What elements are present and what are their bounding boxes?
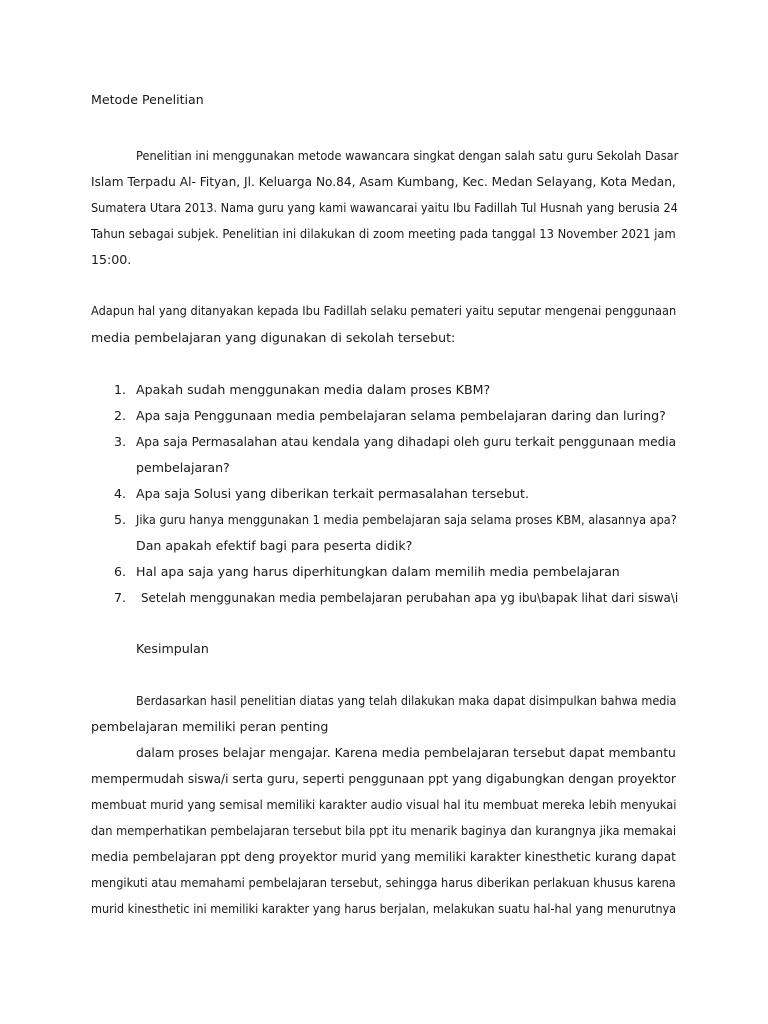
paragraph-line: murid kinesthetic ini memiliki karakter yang harus berjalan, melakukan suatu hal-hal yang menurutnya (91, 901, 677, 916)
list-text: Dan apakah efektif bagi para peserta didik? (136, 538, 413, 553)
paragraph-line: media pembelajaran ppt deng proyektor murid yang memiliki karakter kinesthetic kurang dapat (91, 849, 676, 864)
list-text: Apakah sudah menggunakan media dalam proses KBM? (136, 382, 491, 397)
paragraph-line: mempermudah siswa/i serta guru, seperti penggunaan ppt yang digabungkan dengan proyektor (91, 771, 676, 786)
paragraph-line: dan memperhatikan pembelajaran tersebut bila ppt itu menarik baginya dan kurangnya jika memakai (91, 823, 677, 838)
list-text: Jika guru hanya menggunakan 1 media pembelajaran saja selama proses KBM, alasannya apa? (136, 512, 677, 527)
paragraph-line: media pembelajaran yang digunakan di sekolah tersebut: (91, 330, 456, 345)
list-number: 1. (114, 382, 127, 397)
section-heading-conclusion: Kesimpulan (136, 641, 209, 656)
list-number: 5. (114, 512, 127, 527)
paragraph-line: membuat murid yang semisal memiliki karakter audio visual hal itu membuat mereka lebih menyukai (91, 797, 677, 812)
paragraph-line: Adapun hal yang ditanyakan kepada Ibu Fadillah selaku pemateri yaitu seputar mengenai penggunaan (91, 303, 677, 318)
paragraph-line: 15:00. (91, 252, 132, 267)
list-text: pembelajaran? (136, 460, 230, 475)
list-number: 2. (114, 408, 127, 423)
list-number: 3. (114, 434, 127, 449)
list-text: Apa saja Penggunaan media pembelajaran selama pembelajaran daring dan luring? (136, 408, 666, 423)
list-number: 4. (114, 486, 127, 501)
paragraph-line: Tahun sebagai subjek. Penelitian ini dilakukan di zoom meeting pada tanggal 13 November 2021 jam (91, 226, 676, 241)
paragraph-line: Sumatera Utara 2013. Nama guru yang kami wawancarai yaitu Ibu Fadillah Tul Husnah yang berusia 24 (91, 200, 678, 215)
list-text: Hal apa saja yang harus diperhitungkan dalam memilih media pembelajaran (136, 564, 620, 579)
list-number: 6. (114, 564, 127, 579)
paragraph-line: Penelitian ini menggunakan metode wawancara singkat dengan salah satu guru Sekolah Dasar (136, 148, 679, 163)
list-text: Setelah menggunakan media pembelajaran perubahan apa yg ibu\bapak lihat dari siswa\i (141, 590, 679, 605)
paragraph-line: pembelajaran memiliki peran penting (91, 719, 329, 734)
paragraph-line: Berdasarkan hasil penelitian diatas yang telah dilakukan maka dapat disimpulkan bahwa media (136, 693, 677, 708)
paragraph-line: dalam proses belajar mengajar. Karena media pembelajaran tersebut dapat membantu (136, 745, 676, 760)
paragraph-line: mengikuti atau memahami pembelajaran tersebut, sehingga harus diberikan perlakuan khusus karena (91, 875, 676, 890)
paragraph-line: Islam Terpadu Al- Fityan, Jl. Keluarga No.84, Asam Kumbang, Kec. Medan Selayang, Kota Medan, (91, 174, 676, 189)
list-number: 7. (114, 590, 127, 605)
list-text: Apa saja Permasalahan atau kendala yang dihadapi oleh guru terkait penggunaan media (136, 434, 677, 449)
section-heading-method: Metode Penelitian (91, 92, 204, 107)
list-text: Apa saja Solusi yang diberikan terkait permasalahan tersebut. (136, 486, 529, 501)
